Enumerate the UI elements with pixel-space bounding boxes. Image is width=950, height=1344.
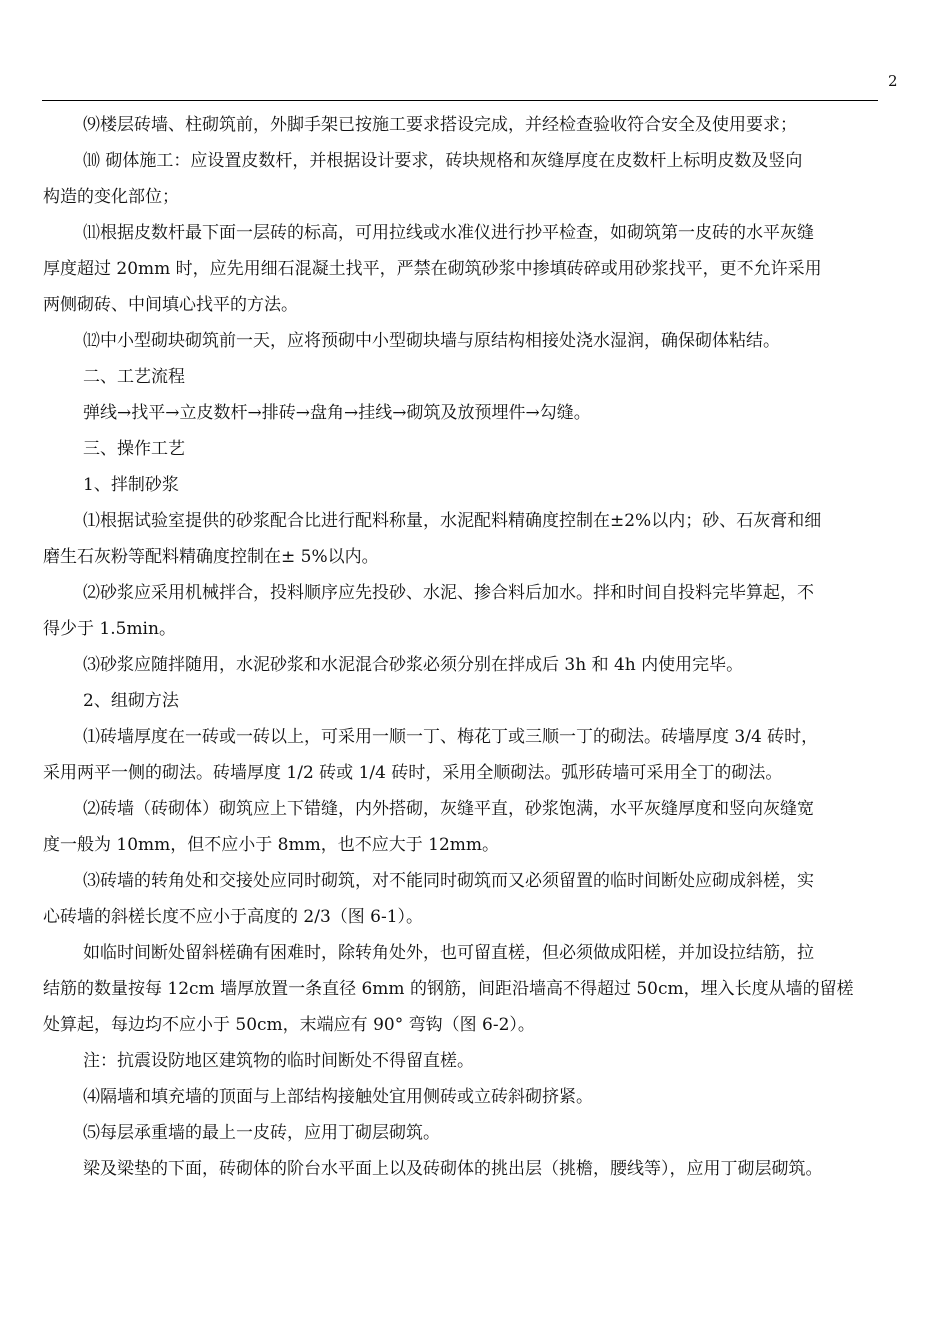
paragraph-line: ⑴根据试验室提供的砂浆配合比进行配料称量，水泥配料精确度控制在±2%以内；砂、石灰膏和细 <box>83 511 822 531</box>
paragraph-line: ⑵砂浆应采用机械拌合，投料顺序应先投砂、水泥、掺合料后加水。拌和时间自投料完毕算起，不 <box>83 583 814 603</box>
paragraph-line: ⑽ 砌体施工：应设置皮数杆，并根据设计要求，砖块规格和灰缝厚度在皮数杆上标明皮数及竖向 <box>83 151 803 171</box>
paragraph-line: ⑿中小型砌块砌筑前一天，应将预砌中小型砌块墙与原结构相接处浇水湿润，确保砌体粘结。 <box>83 331 780 351</box>
note-line: 注：抗震设防地区建筑物的临时间断处不得留直槎。 <box>83 1051 474 1071</box>
paragraph-line: 结筋的数量按每 12cm 墙厚放置一条直径 6mm 的钢筋，间距沿墙高不得超过 50cm，埋入长度从墙的留槎 <box>43 979 854 999</box>
subsection-heading: 1、拌制砂浆 <box>83 475 179 495</box>
paragraph-line: 得少于 1.5min。 <box>43 619 176 639</box>
paragraph-line: ⑵砖墙（砖砌体）砌筑应上下错缝，内外搭砌，灰缝平直，砂浆饱满，水平灰缝厚度和竖向灰缝宽 <box>83 799 814 819</box>
paragraph-line: 处算起，每边均不应小于 50cm，末端应有 90° 弯钩（图 6-2）。 <box>43 1015 535 1035</box>
paragraph-line: 如临时间断处留斜槎确有困难时，除转角处外，也可留直槎，但必须做成阳槎，并加设拉结筋，拉 <box>83 943 814 963</box>
document-body <box>43 107 906 1187</box>
paragraph-line: ⑶砂浆应随拌随用，水泥砂浆和水泥混合砂浆必须分别在拌成后 3h 和 4h 内使用完毕。 <box>83 655 744 675</box>
section-heading: 二、工艺流程 <box>83 367 185 387</box>
paragraph-line: 采用两平一侧的砌法。砖墙厚度 1/2 砖或 1/4 砖时，采用全顺砌法。弧形砖墙可采用全丁的砌法。 <box>43 763 783 783</box>
paragraph-line: ⑼楼层砖墙、柱砌筑前，外脚手架已按施工要求搭设完成，并经检查验收符合安全及使用要求； <box>83 115 797 135</box>
paragraph-line: 度一般为 10mm，但不应小于 8mm，也不应大于 12mm。 <box>43 835 500 855</box>
paragraph-line: 心砖墙的斜槎长度不应小于高度的 2/3（图 6-1）。 <box>43 907 424 927</box>
paragraph-line: ⑶砖墙的转角处和交接处应同时砌筑，对不能同时砌筑而又必须留置的临时间断处应砌成斜槎，实 <box>83 871 814 891</box>
paragraph-line: 梁及梁垫的下面，砖砌体的阶台水平面上以及砖砌体的挑出层（挑檐，腰线等），应用丁砌层砌筑。 <box>83 1159 823 1179</box>
subsection-heading: 2、组砌方法 <box>83 691 179 711</box>
paragraph-line: 弹线→找平→立皮数杆→排砖→盘角→挂线→砌筑及放预埋件→勾缝。 <box>83 403 591 423</box>
section-heading: 三、操作工艺 <box>83 439 185 459</box>
paragraph-line: ⑷隔墙和填充墙的顶面与上部结构接触处宜用侧砖或立砖斜砌挤紧。 <box>83 1087 593 1107</box>
paragraph-line: ⑾根据皮数杆最下面一层砖的标高，可用拉线或水准仪进行抄平检查，如砌筑第一皮砖的水平灰缝 <box>83 223 814 243</box>
header-rule <box>42 100 878 101</box>
paragraph-line: 厚度超过 20mm 时，应先用细石混凝土找平，严禁在砌筑砂浆中掺填砖碎或用砂浆找平，更不允许采用 <box>43 259 822 279</box>
page-number: 2 <box>888 72 898 90</box>
paragraph-line: ⑴砖墙厚度在一砖或一砖以上，可采用一顺一丁、梅花丁或三顺一丁的砌法。砖墙厚度 3/4 砖时， <box>83 727 819 747</box>
paragraph-line: 两侧砌砖、中间填心找平的方法。 <box>43 295 298 315</box>
paragraph-line: 构造的变化部位； <box>43 187 179 207</box>
paragraph-line: 磨生石灰粉等配料精确度控制在± 5%以内。 <box>43 547 379 567</box>
paragraph-line: ⑸每层承重墙的最上一皮砖，应用丁砌层砌筑。 <box>83 1123 440 1143</box>
